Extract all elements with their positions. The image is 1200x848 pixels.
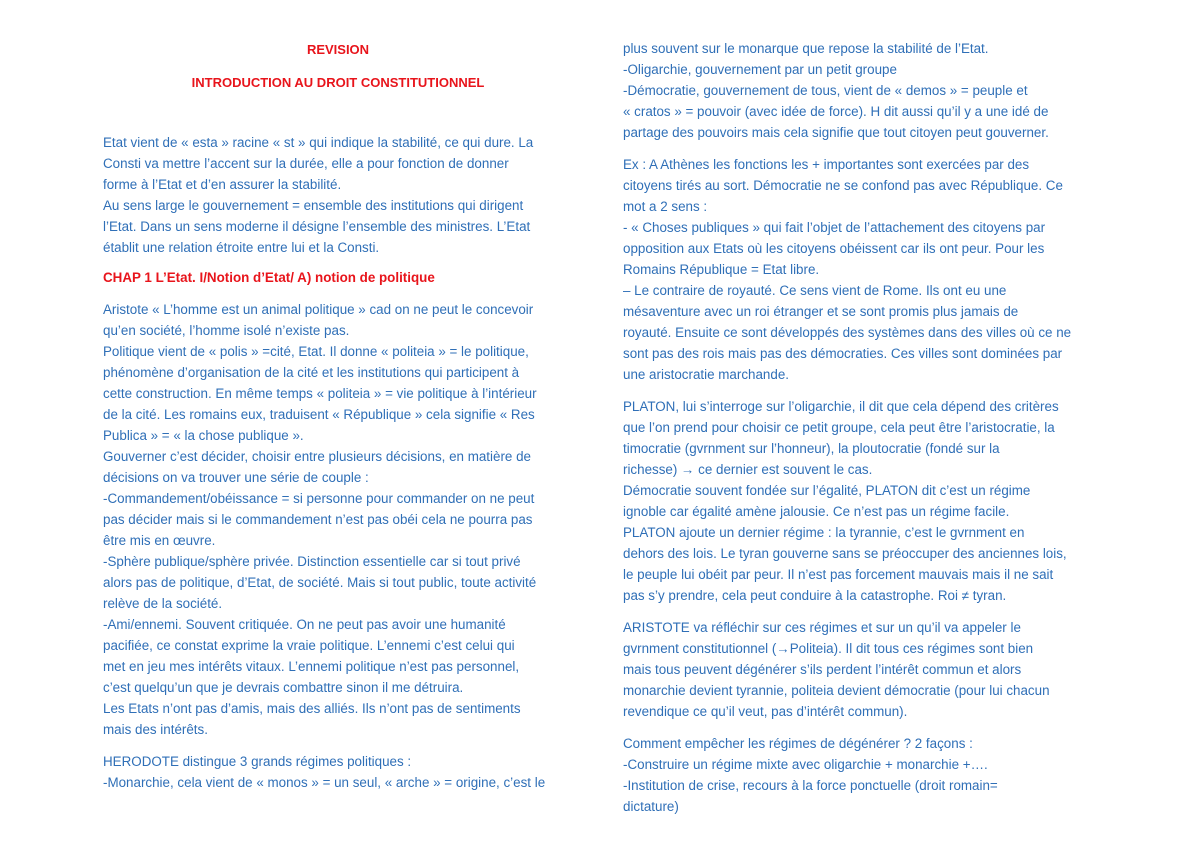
text-line: royauté. Ensuite ce sont développés des systèmes dans des villes où ce ne (623, 325, 1072, 340)
text-line: Publica » = « la chose publique ». (103, 428, 304, 443)
text-line: timocratie (gvrnment sur l’honneur), la ploutocratie (fondé sur la (623, 441, 1000, 456)
text-line: -Commandement/obéissance = si personne pour commander on ne peut (103, 491, 535, 506)
text-line: plus souvent sur le monarque que repose la stabilité de l’Etat. (623, 41, 989, 56)
paragraph-aristote (623, 617, 1103, 722)
left-column (103, 132, 595, 793)
document-title: REVISION (306, 42, 370, 57)
text-line: partage des pouvoirs mais cela signifie que tout citoyen peut gouverner. (623, 125, 1049, 140)
text-line: monarchie devient tyrannie, politeia devient démocratie (pour lui chacun (623, 683, 1050, 698)
paragraph-politique (103, 299, 595, 740)
text-line: alors pas de politique, d’Etat, de société. Mais si tout public, toute activité (103, 575, 537, 590)
text-line: Démocratie souvent fondée sur l’égalité, PLATON dit c’est un régime (623, 483, 1031, 498)
text-line: dictature) (623, 799, 679, 814)
text-line: pacifiée, ce constat exprime la vraie politique. L’ennemi c’est celui qui (103, 638, 515, 653)
text-line: opposition aux Etats où les citoyens obéissent car ils ont peur. Pour les (623, 241, 1045, 256)
text-line: mot a 2 sens : (623, 199, 708, 214)
text-line: -Démocratie, gouvernement de tous, vient de « demos » = peuple et (623, 83, 1028, 98)
text-line: décisions on va trouver une série de couple : (103, 470, 369, 485)
text-line: citoyens tirés au sort. Démocratie ne se confond pas avec République. Ce (623, 178, 1063, 193)
text-line: Aristote « L’homme est un animal politique » cad on ne peut le concevoir (103, 302, 534, 317)
text-line: de la cité. Les romains eux, traduisent « République » cela signifie « Res (103, 407, 535, 422)
paragraph-herodote (103, 751, 595, 793)
paragraph-etat-definition (103, 132, 595, 258)
text-line: Comment empêcher les régimes de dégénérer ? 2 façons : (623, 736, 973, 751)
text-line: mésaventure avec un roi étranger et se sont promis plus jamais de (623, 304, 1019, 319)
text-line: -Sphère publique/sphère privée. Distinction essentielle car si tout privé (103, 554, 521, 569)
text-line: Les Etats n’ont pas d’amis, mais des alliés. Ils n’ont pas de sentiments (103, 701, 521, 716)
text-line: dehors des lois. Le tyran gouverne sans se préoccuper des anciennes lois, (623, 546, 1067, 561)
text-line: HERODOTE distingue 3 grands régimes politiques : (103, 754, 412, 769)
text-line: être mis en œuvre. (103, 533, 216, 548)
text-line: Au sens large le gouvernement = ensemble des institutions qui dirigent (103, 198, 524, 213)
text-line: -Construire un régime mixte avec oligarchie + monarchie +…. (623, 757, 988, 772)
text-line: qu’en société, l’homme isolé n’existe pas. (103, 323, 350, 338)
paragraph-athenes (623, 154, 1103, 385)
text-line: – Le contraire de royauté. Ce sens vient de Rome. Ils ont eu une (623, 283, 1007, 298)
text-line: revendique ce qu’il veut, pas d’intérêt commun). (623, 704, 908, 719)
text-line: mais des intérêts. (103, 722, 208, 737)
text-line: ARISTOTE va réfléchir sur ces régimes et sur un qu’il va appeler le (623, 620, 1021, 635)
text-line: c’est quelqu’un que je devrais combattre sinon il me détruira. (103, 680, 464, 695)
text-line: phénomène d’organisation de la cité et les institutions qui participent à (103, 365, 520, 380)
text-line: le peuple lui obéit par peur. Il n’est pas forcement mauvais mais il ne sait (623, 567, 1054, 582)
paragraph-regimes (623, 38, 1103, 143)
paragraph-platon (623, 396, 1103, 606)
text-line: Politique vient de « polis » =cité, Etat. Il donne « politeia » = le politique, (103, 344, 529, 359)
text-line: Ex : A Athènes les fonctions les + importantes sont exercées par des (623, 157, 1030, 172)
text-line: que l’on prend pour choisir ce petit groupe, cela peut être l’aristocratie, la (623, 420, 1055, 435)
text-line: sont pas des rois mais pas des démocraties. Ces villes sont dominées par (623, 346, 1063, 361)
text-line: Gouverner c’est décider, choisir entre plusieurs décisions, en matière de (103, 449, 531, 464)
text-line: pas s’y prendre, cela peut conduire à la catastrophe. Roi ≠ tyran. (623, 588, 1007, 603)
text-line: une aristocratie marchande. (623, 367, 789, 382)
text-line: relève de la société. (103, 596, 223, 611)
text-line: Consti va mettre l’accent sur la durée, elle a pour fonction de donner (103, 156, 509, 171)
text-line: cette construction. En même temps « politeia » = vie politique à l’intérieur (103, 386, 537, 401)
text-line: -Institution de crise, recours à la force ponctuelle (droit romain= (623, 778, 998, 793)
text-line: richesse) → ce dernier est souvent le cas. (623, 462, 873, 477)
text-line: « cratos » = pouvoir (avec idée de force). H dit aussi qu’il y a une idé de (623, 104, 1049, 119)
text-line: l’Etat. Dans un sens moderne il désigne l’ensemble des ministres. L’Etat (103, 219, 531, 234)
text-line: -Ami/ennemi. Souvent critiquée. On ne peut pas avoir une humanité (103, 617, 506, 632)
paragraph-degenerer (623, 733, 1103, 817)
text-line: ignoble car égalité amène jalousie. Ce n’est pas un régime facile. (623, 504, 1010, 519)
text-line: pas décider mais si le commandement n’est pas obéi cela ne pourra pas (103, 512, 533, 527)
right-column (623, 38, 1103, 817)
text-line: Romains République = Etat libre. (623, 262, 820, 277)
text-line: met en jeu mes intérêts vitaux. L’ennemi politique n’est pas personnel, (103, 659, 520, 674)
document-subtitle: INTRODUCTION AU DROIT CONSTITUTIONNEL (191, 75, 485, 90)
text-line: -Monarchie, cela vient de « monos » = un seul, « arche » = origine, c’est le (103, 775, 546, 790)
text-line: PLATON ajoute un dernier régime : la tyrannie, c’est le gvrnment en (623, 525, 1025, 540)
text-line: forme à l’Etat et d’en assurer la stabilité. (103, 177, 342, 192)
text-line: Etat vient de « esta » racine « st » qui indique la stabilité, ce qui dure. La (103, 135, 534, 150)
text-line: gvrnment constitutionnel (→Politeia). Il dit tous ces régimes sont bien (623, 641, 1034, 656)
text-line: - « Choses publiques » qui fait l’objet de l’attachement des citoyens par (623, 220, 1046, 235)
text-line: établit une relation étroite entre lui et la Consti. (103, 240, 380, 255)
text-line: PLATON, lui s’interroge sur l’oligarchie, il dit que cela dépend des critères (623, 399, 1059, 414)
text-line: -Oligarchie, gouvernement par un petit groupe (623, 62, 897, 77)
chapter-heading: CHAP 1 L’Etat. I/Notion d’Etat/ A) notion de politique (103, 270, 435, 285)
text-line: mais tous peuvent dégénérer s’ils perdent l’intérêt commun et alors (623, 662, 1022, 677)
